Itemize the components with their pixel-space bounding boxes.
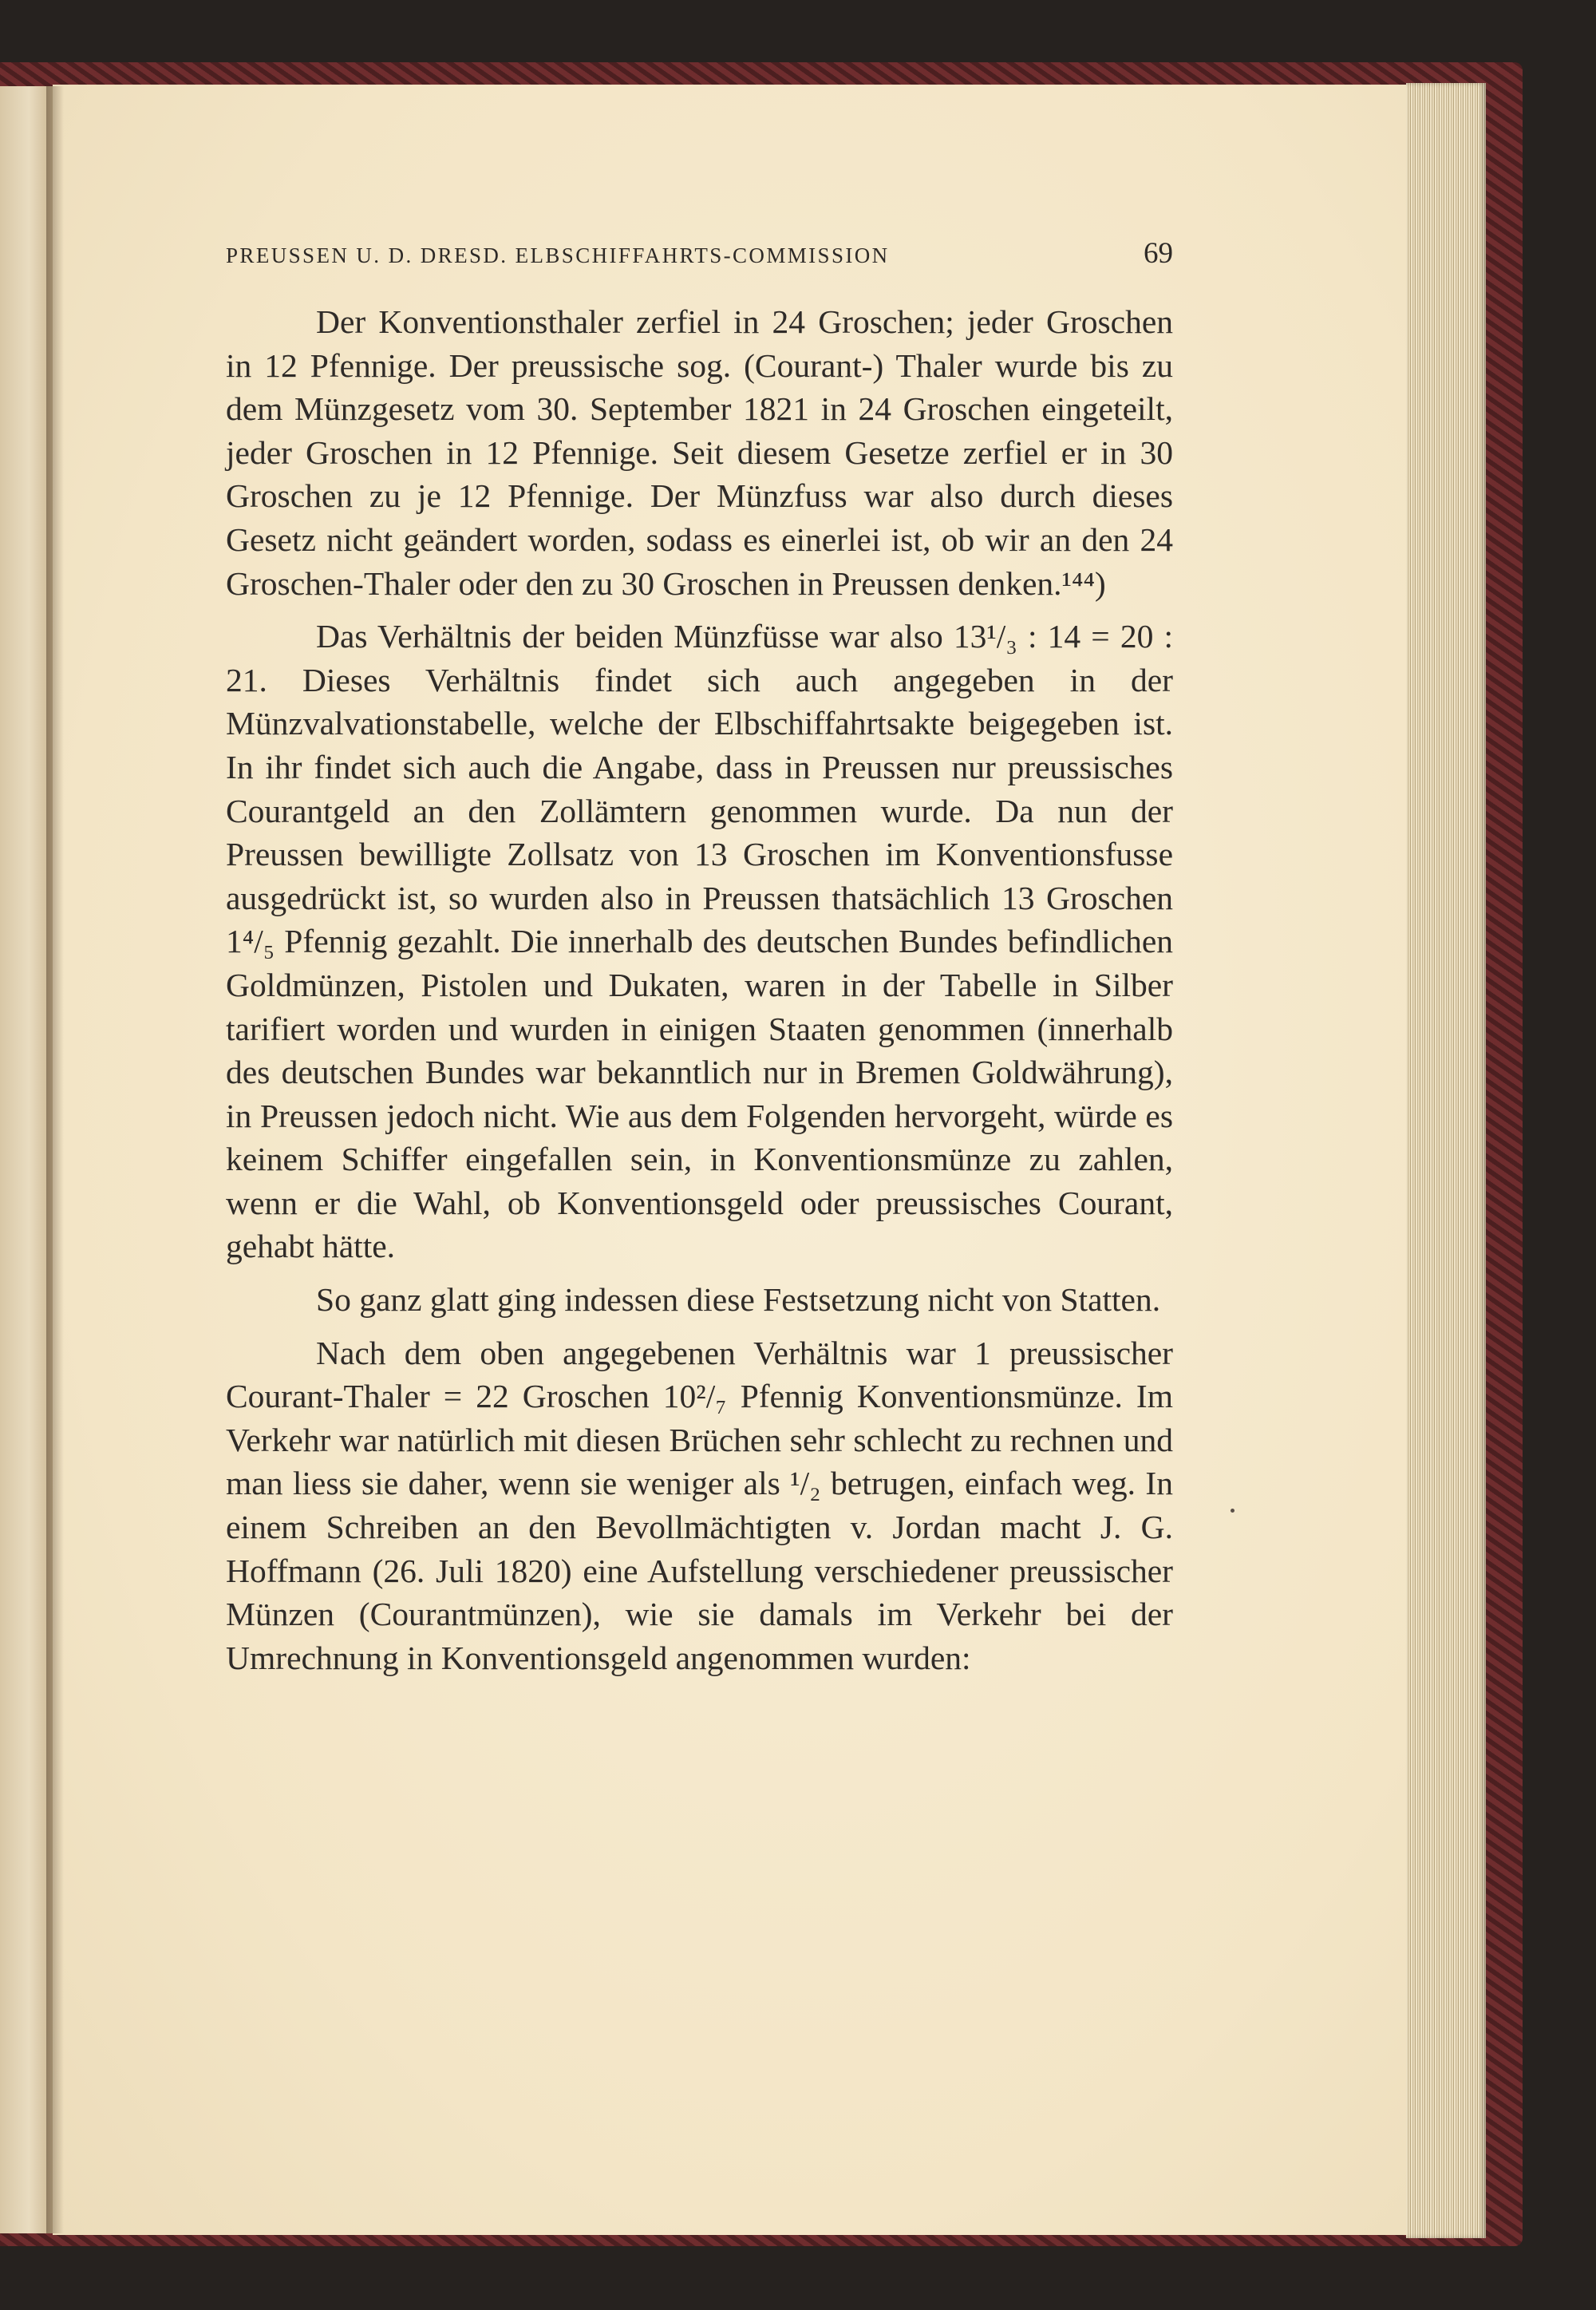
paragraph: Das Verhältnis der beiden Münzfüsse war also 13¹/₃ : 14 = 20 : 21. Dieses Verhältnis findet sich auch angegeben in der Münzvalvationstabelle, welche der Elbschiffahrtsakte beigegeben ist. In ihr findet sich auch die Angabe, dass in Preussen nur preussisches Courantgeld an den Zollämtern genommen wurde. Da nun der Preussen bewilligte Zollsatz von 13 Groschen im Konventionsfusse ausgedrückt ist, so wurden also in Preussen thatsächlich 13 Groschen 1⁴/₅ Pfennig gezahlt. Die innerhalb des deutschen Bundes befindlichen Goldmünzen, Pistolen und Dukaten, waren in der Tabelle in Silber tarifiert worden und wurden in einigen Staaten genommen (innerhalb des deutschen Bundes war bekanntlich nur in Bremen Goldwährung), in Preussen jedoch nicht. Wie aus dem Folgenden hervorgeht, würde es keinem Schiffer eingefallen sein, in Konventionsmünze zu zahlen, wenn er die Wahl, ob Konventionsgeld oder preussisches Courant, gehabt hätte. — [226, 618, 1173, 1265]
paragraph: So ganz glatt ging indessen diese Festsetzung nicht von Statten. — [316, 1281, 1161, 1319]
facing-page-edge — [0, 86, 53, 2233]
body-text — [226, 300, 1173, 1689]
page-number: 69 — [1144, 237, 1173, 270]
running-header — [226, 236, 1173, 273]
paragraph: Der Konventionsthaler zerfiel in 24 Groschen; jeder Groschen in 12 Pfennige. Der preussische sog. (Courant-) Thaler wurde bis zu dem Münzgesetz vom 30. September 1821 in 24 Groschen eingeteilt, jeder Groschen in 12 Pfennige. Seit diesem Gesetze zerfiel er in 30 Groschen zu je 12 Pfennige. Der Münzfuss war also durch dieses Gesetz nicht geändert worden, sodass es einerlei ist, ob wir an den 24 Groschen-Thaler oder den zu 30 Groschen in Preussen denken.¹⁴⁴) — [226, 303, 1173, 602]
paragraph: Nach dem oben angegebenen Verhältnis war 1 preussischer Courant-Thaler = 22 Groschen 10²/₇ Pfennig Konventionsmünze. Im Verkehr war natürlich mit diesen Brüchen sehr schlecht zu rechnen und man liess sie daher, wenn sie weniger als ¹/₂ betrugen, einfach weg. In einem Schreiben an den Bevollmächtigten v. Jordan macht J. G. Hoffmann (26. Juli 1820) eine Aufstellung verschiedener preussischer Münzen (Courantmünzen), wie sie damals im Verkehr bei der Umrechnung in Konventionsgeld angenommen wurden: — [226, 1334, 1173, 1676]
page-block-edges — [1406, 83, 1486, 2238]
page-gutter-shadow — [46, 86, 64, 2233]
running-title: PREUSSEN U. D. DRESD. ELBSCHIFFAHRTS-COMMISSION — [226, 243, 890, 267]
ink-speck — [1231, 1509, 1235, 1513]
